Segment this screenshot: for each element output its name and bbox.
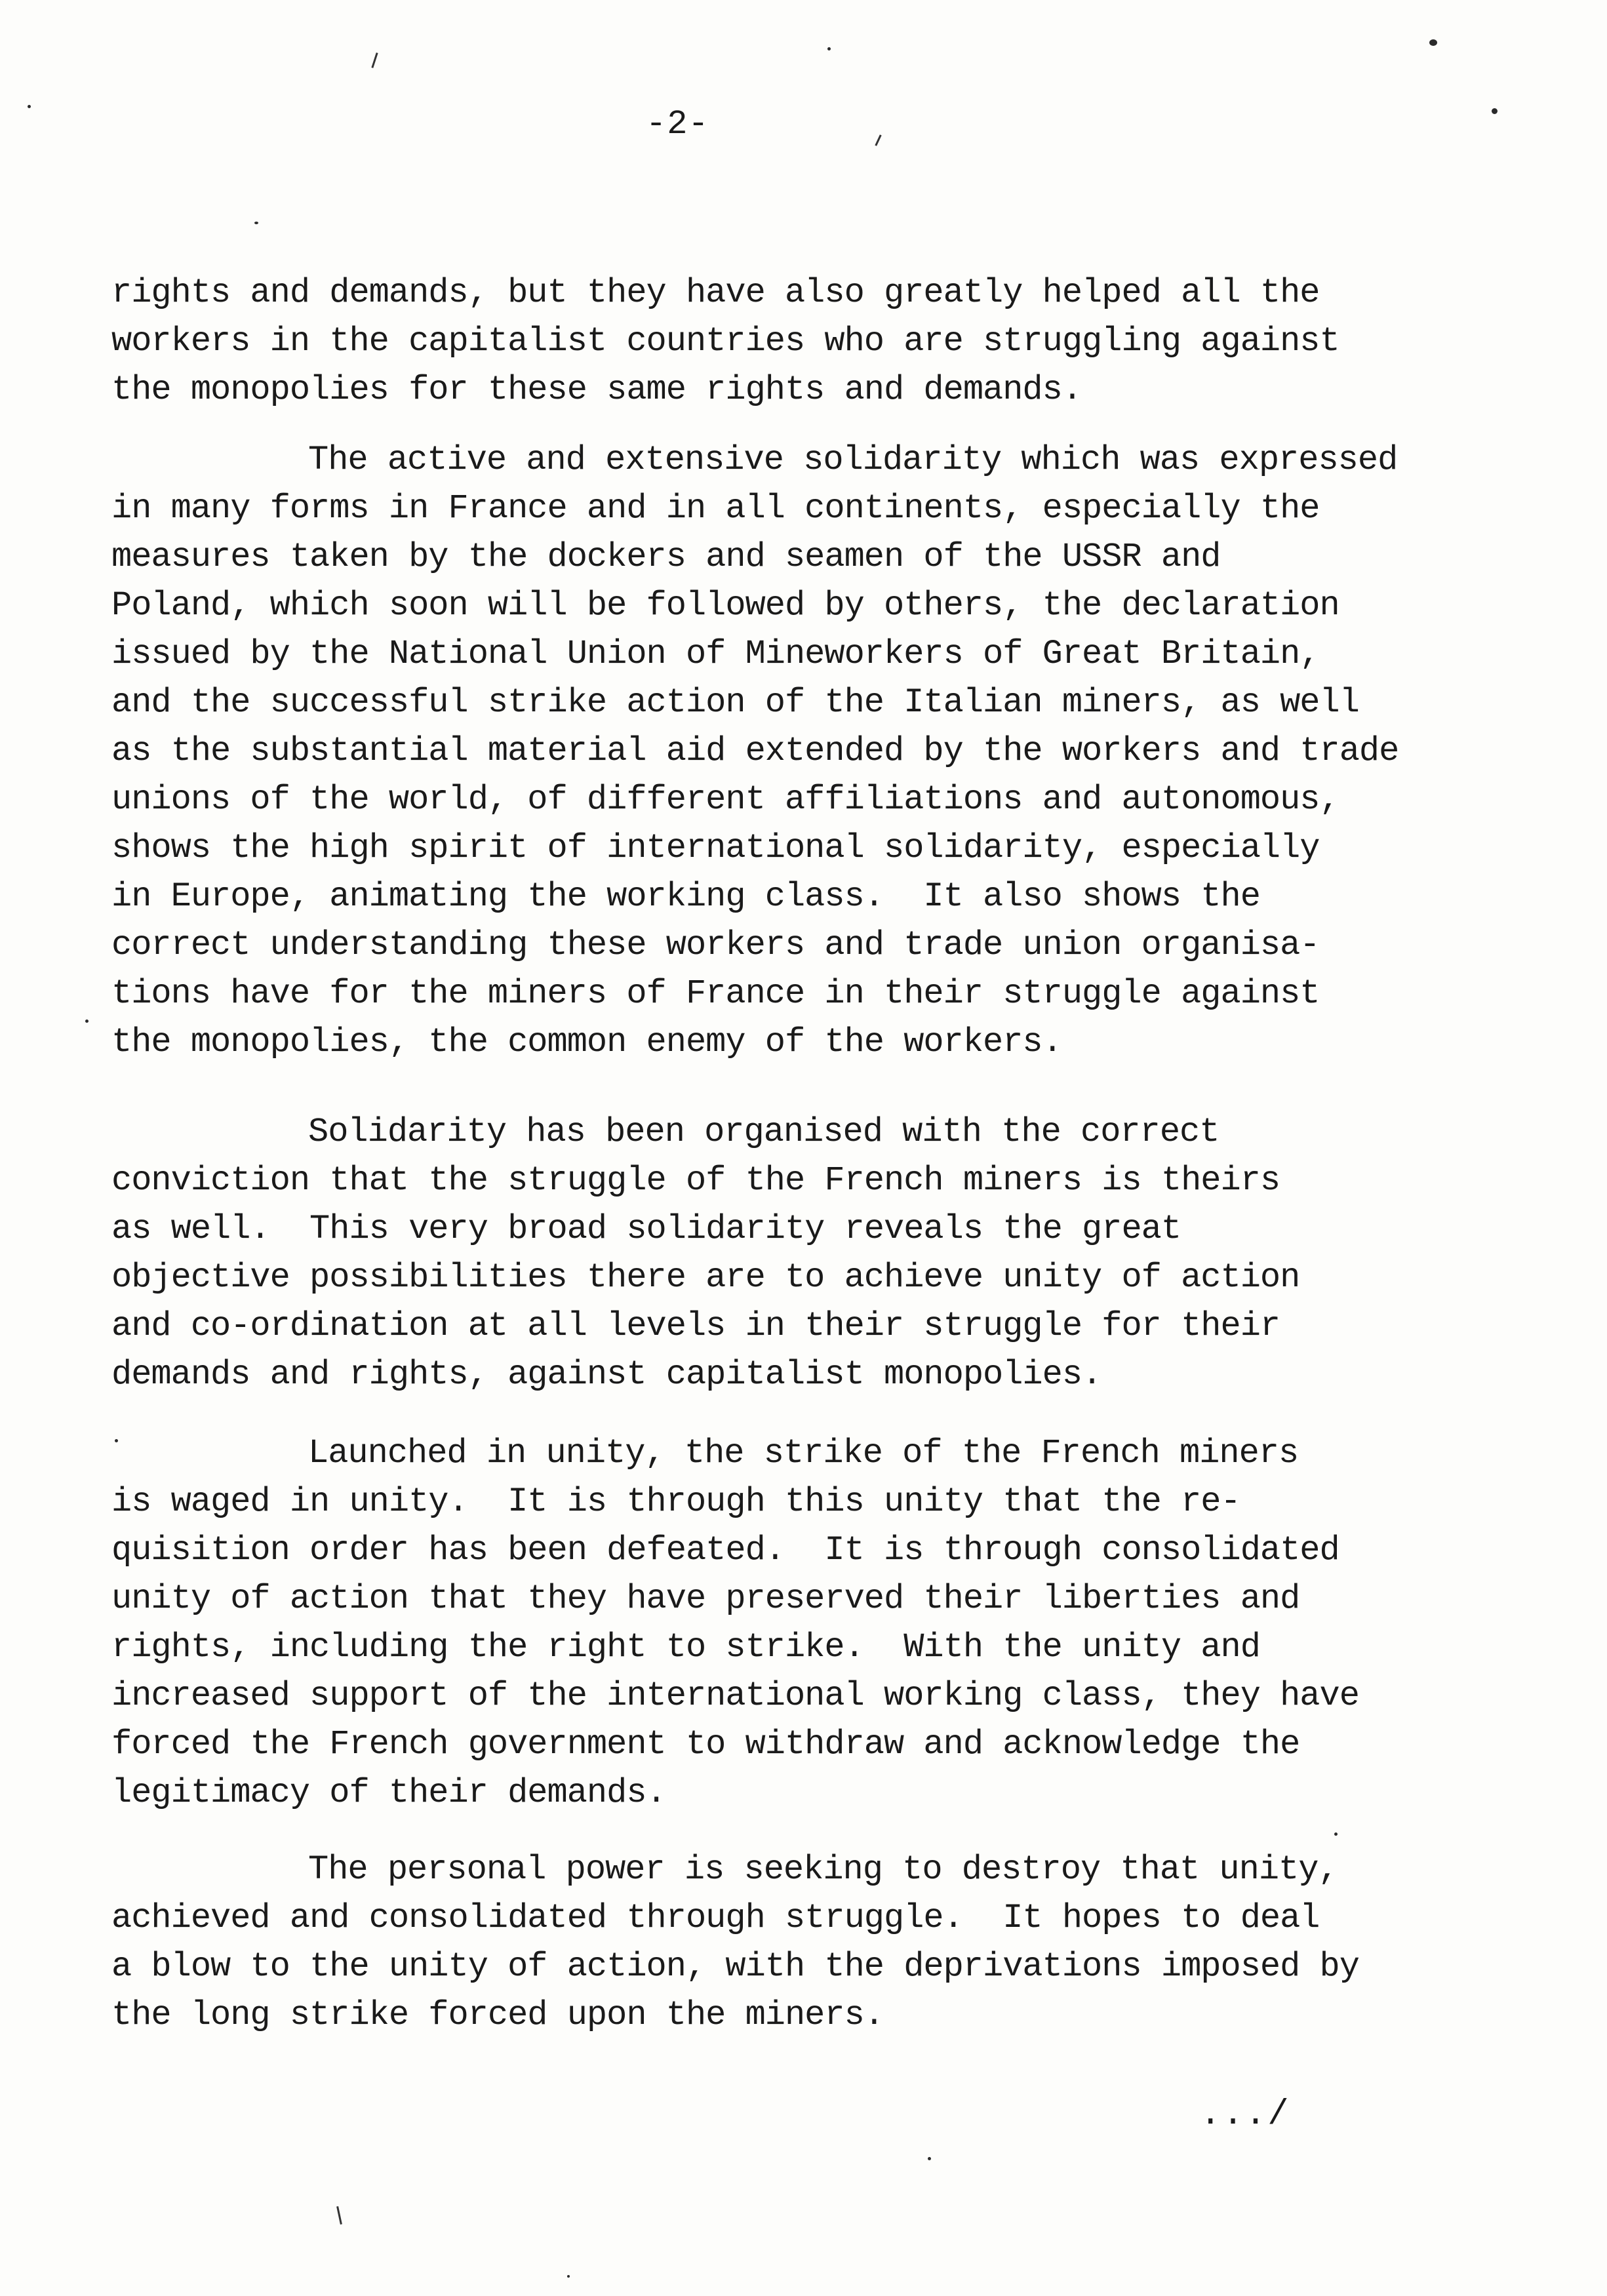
text-line: Launched in unity, the strike of the French miners (308, 1434, 1299, 1473)
paragraph-1 (111, 269, 1462, 414)
scan-speck (1492, 108, 1498, 114)
text-line: quisition order has been defeated. It is through consolidated (111, 1531, 1339, 1570)
text-line: issued by the National Union of Mineworkers of Great Britain, (111, 635, 1320, 673)
text-line: Solidarity has been organised with the correct (308, 1113, 1220, 1151)
text-line: rights, including the right to strike. With the unity and (111, 1628, 1260, 1667)
text-line: workers in the capitalist countries who are struggling against (111, 322, 1339, 361)
text-line: unions of the world, of different affiliations and autonomous, (111, 780, 1339, 819)
page-number: -2- (646, 105, 709, 144)
text-line: as well. This very broad solidarity reveals the great (111, 1210, 1181, 1248)
text-line: as the substantial material aid extended by the workers and trade (111, 732, 1399, 770)
scan-speck (115, 1439, 118, 1442)
paragraph-4 (111, 1429, 1462, 1817)
scan-speck (928, 2157, 931, 2160)
text-line: shows the high spirit of international solidarity, especially (111, 829, 1320, 867)
text-line: the monopolies for these same rights and demands. (111, 370, 1082, 409)
text-line: forced the French government to withdraw and acknowledge the (111, 1725, 1300, 1764)
text-line: the monopolies, the common enemy of the workers. (111, 1023, 1062, 1061)
text-line: objective possibilities there are to achieve unity of action (111, 1258, 1300, 1297)
scan-speck (28, 105, 31, 108)
text-line: tions have for the miners of France in their struggle against (111, 974, 1320, 1013)
scan-speck (567, 2275, 570, 2278)
text-line: The personal power is seeking to destroy that unity, (308, 1850, 1338, 1889)
scan-mark (336, 2206, 342, 2225)
continuation-marker: .../ (1200, 2095, 1290, 2135)
scan-speck (85, 1019, 89, 1023)
text-line: measures taken by the dockers and seamen of the USSR and (111, 538, 1221, 576)
text-line: conviction that the struggle of the French miners is theirs (111, 1161, 1280, 1200)
text-line: rights and demands, but they have also greatly helped all the (111, 273, 1320, 312)
text-line: legitimacy of their demands. (111, 1773, 666, 1812)
scan-mark (875, 134, 881, 146)
text-line: in many forms in France and in all continents, especially the (111, 489, 1320, 528)
scan-mark (371, 52, 378, 68)
text-line: in Europe, animating the working class. It also shows the (111, 877, 1260, 916)
text-line: unity of action that they have preserved their liberties and (111, 1579, 1300, 1618)
text-line: The active and extensive solidarity which was expressed (308, 441, 1398, 479)
scan-speck (254, 222, 258, 224)
text-line: achieved and consolidated through struggle. It hopes to deal (111, 1899, 1320, 1937)
paragraph-2 (111, 436, 1462, 1067)
text-line: increased support of the international working class, they have (111, 1676, 1359, 1715)
paragraph-5 (111, 1846, 1462, 2040)
text-line: the long strike forced upon the miners. (111, 1996, 884, 2034)
text-line: correct understanding these workers and trade union organisa- (111, 926, 1320, 964)
scan-speck (1334, 1832, 1338, 1836)
paragraph-3 (111, 1108, 1462, 1399)
text-line: and co-ordination at all levels in their struggle for their (111, 1307, 1280, 1345)
scan-speck (1429, 39, 1437, 46)
scan-speck (827, 47, 831, 50)
text-line: and the successful strike action of the Italian miners, as well (111, 683, 1359, 722)
text-line: a blow to the unity of action, with the deprivations imposed by (111, 1947, 1359, 1986)
text-line: is waged in unity. It is through this unity that the re- (111, 1482, 1240, 1521)
text-line: Poland, which soon will be followed by others, the declaration (111, 586, 1339, 625)
text-line: demands and rights, against capitalist monopolies. (111, 1355, 1102, 1394)
